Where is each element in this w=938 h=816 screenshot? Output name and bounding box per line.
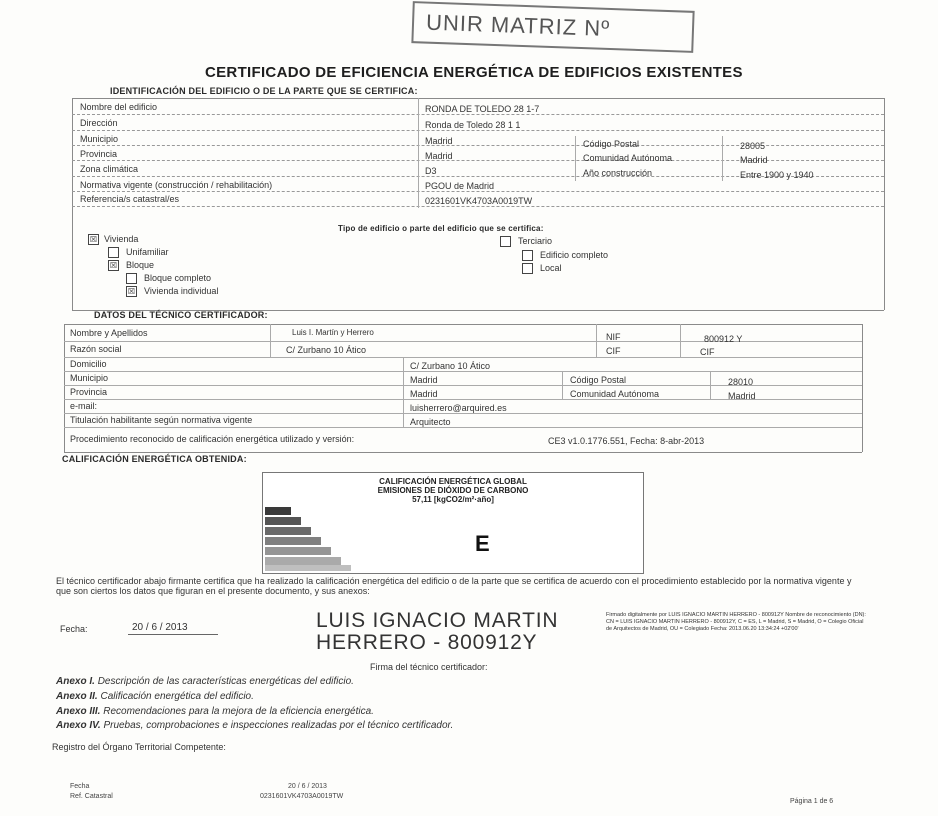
tech-label-domicilio: Domicilio — [70, 359, 107, 369]
rating-value: 57,11 [kgCO2/m²·año] — [412, 495, 494, 504]
id-label-cp: Código Postal — [583, 139, 640, 149]
edificio-completo-label: Edificio completo — [540, 250, 609, 260]
rating-bar-f — [265, 557, 341, 565]
annex-item: Anexo II. Calificación energética del edificio. — [56, 691, 254, 702]
id-label-referencia: Referencia/s catastral/es — [80, 194, 180, 204]
rating-bar-a — [265, 507, 291, 515]
id-value-ca: Madrid — [740, 155, 768, 165]
id-label-provincia: Provincia — [80, 149, 118, 159]
vivienda-individual-checkbox[interactable]: ☒ — [127, 287, 136, 296]
signature-caption: Firma del técnico certificador: — [370, 662, 488, 672]
signature-name-line1: LUIS IGNACIO MARTIN — [316, 609, 559, 632]
footer-ref-label: Ref. Catastral — [70, 793, 113, 800]
unifamiliar-checkbox[interactable] — [108, 247, 119, 258]
tech-label-titulacion: Titulación habilitante según normativa vigente — [70, 415, 253, 425]
unifamiliar-label: Unifamiliar — [126, 247, 169, 257]
fecha-label: Fecha: — [60, 624, 88, 634]
bloque-checkbox[interactable]: ☒ — [109, 261, 118, 270]
id-label-nombre: Nombre del edificio — [80, 102, 158, 112]
fecha-value: 20 / 6 / 2013 — [132, 622, 188, 633]
rating-bar-g — [265, 565, 351, 571]
stamp-box — [411, 1, 694, 53]
footer-fecha-label: Fecha — [70, 783, 90, 790]
footer-page-number: Página 1 de 6 — [790, 798, 834, 805]
rating-bar-e — [265, 547, 331, 555]
tech-value-razon: C/ Zurbano 10 Ático — [286, 345, 367, 355]
local-label: Local — [540, 263, 562, 273]
annex-item: Anexo I. Descripción de las características energéticas del edificio. — [56, 676, 354, 687]
rating-bar-b — [265, 517, 301, 525]
tech-value-municipio: Madrid — [410, 375, 438, 385]
tech-value-titulacion: Arquitecto — [410, 417, 451, 427]
footer-ref-value: 0231601VK4703A0019TW — [260, 793, 344, 800]
id-label-normativa: Normativa vigente (construcción / rehabilitación) — [80, 180, 273, 190]
rating-title-1: CALIFICACIÓN ENERGÉTICA GLOBAL — [379, 477, 527, 486]
bloque-completo-label: Bloque completo — [144, 273, 212, 283]
tech-value-procedure: CE3 v1.0.1776.551, Fecha: 8-abr-2013 — [548, 436, 705, 446]
tech-value-nif: 800912 Y — [704, 334, 743, 344]
id-label-direccion: Dirección — [80, 118, 118, 128]
id-label-anio: Año construcción — [583, 168, 653, 178]
id-value-municipio: Madrid — [425, 136, 453, 146]
technician-heading: DATOS DEL TÉCNICO CERTIFICADOR: — [94, 310, 268, 320]
tech-label-email: e-mail: — [70, 401, 98, 411]
building-type-heading: Tipo de edificio o parte del edificio que se certifica: — [338, 224, 544, 233]
id-value-cp: 28005 — [740, 141, 766, 151]
id-value-referencia: 0231601VK4703A0019TW — [425, 196, 533, 206]
id-value-direccion: Ronda de Toledo 28 1 1 — [425, 120, 521, 130]
tech-label-razon: Razón social — [70, 344, 122, 354]
terciario-checkbox[interactable] — [500, 236, 511, 247]
tech-value-name: Luis I. Martín y Herrero — [292, 328, 374, 337]
edificio-completo-checkbox[interactable] — [522, 250, 533, 261]
digital-signature-text: Firmado digitalmente por LUIS IGNACIO MARTIN HERRERO - 800912Y Nombre de reconocimiento (DN): CN = LUIS IGNACIO MARTIN HERRERO - 800912Y, C = ES, L = Madrid, S = Madrid, O = Colegio Oficial de Arquitectos de Madrid, OU = Colegiado Fecha: 2013.06.20 13:34:24 +02'00' — [606, 612, 866, 632]
rating-bar-c — [265, 527, 311, 535]
tech-label-provincia: Provincia — [70, 387, 108, 397]
bloque-label: Bloque — [126, 260, 155, 270]
document-title: CERTIFICADO DE EFICIENCIA ENERGÉTICA DE EDIFICIOS EXISTENTES — [205, 64, 743, 81]
rating-title-2: EMISIONES DE DIÓXIDO DE CARBONO — [377, 486, 529, 495]
tech-value-ca: Madrid — [728, 391, 756, 401]
tech-value-cif: CIF — [700, 347, 715, 357]
rating-bar-d — [265, 537, 321, 545]
vivienda-checkbox[interactable]: ☒ — [89, 235, 98, 244]
tech-value-cp: 28010 — [728, 377, 754, 387]
tech-label-municipio: Municipio — [70, 373, 109, 383]
id-label-municipio: Municipio — [80, 134, 119, 144]
id-label-ca: Comunidad Autónoma — [583, 153, 673, 163]
id-value-zona: D3 — [425, 166, 437, 176]
tech-label-name: Nombre y Apellidos — [70, 328, 148, 338]
declaration-text: El técnico certificador abajo firmante certifica que ha realizado la calificación energética del edificio o de la parte que se certifica de acuerdo con el procedimiento establecido por la normativa vigente y que son ciertos los datos que figuran en el presente documento, y sus anexos: — [56, 576, 852, 596]
footer-fecha-value: 20 / 6 / 2013 — [288, 783, 327, 790]
tech-value-domicilio: C/ Zurbano 10 Ático — [410, 361, 491, 371]
rating-grade: E — [475, 531, 490, 556]
tech-value-provincia: Madrid — [410, 389, 438, 399]
identification-heading: IDENTIFICACIÓN DEL EDIFICIO O DE LA PARTE QUE SE CERTIFICA: — [110, 86, 418, 96]
tech-label-cif: CIF — [606, 346, 621, 356]
tech-label-nif: NIF — [606, 332, 621, 342]
id-value-provincia: Madrid — [425, 151, 453, 161]
vivienda-label: Vivienda — [104, 234, 139, 244]
bloque-completo-checkbox[interactable] — [126, 273, 137, 284]
stamp-text: UNIR MATRIZ Nº — [425, 9, 611, 41]
tech-label-cp: Código Postal — [570, 375, 627, 385]
local-checkbox[interactable] — [522, 263, 533, 274]
annex-item: Anexo III. Recomendaciones para la mejora de la eficiencia energética. — [56, 706, 374, 717]
id-value-normativa: PGOU de Madrid — [425, 181, 495, 191]
signature-name-line2: HERRERO - 800912Y — [316, 631, 538, 654]
id-label-zona: Zona climática — [80, 164, 139, 174]
id-value-anio: Entre 1900 y 1940 — [740, 170, 814, 180]
annex-item: Anexo IV. Pruebas, comprobaciones e inspecciones realizadas por el técnico certificador. — [56, 720, 454, 731]
id-value-nombre: RONDA DE TOLEDO 28 1-7 — [425, 104, 540, 114]
vivienda-individual-label: Vivienda individual — [144, 286, 219, 296]
rating-heading: CALIFICACIÓN ENERGÉTICA OBTENIDA: — [62, 454, 247, 464]
terciario-label: Terciario — [518, 236, 553, 246]
rating-box — [262, 472, 644, 574]
tech-value-email: luisherrero@arquired.es — [410, 403, 507, 413]
tech-label-procedure: Procedimiento reconocido de calificación energética utilizado y versión: — [70, 434, 355, 444]
tech-label-ca: Comunidad Autónoma — [570, 389, 660, 399]
registry-label: Registro del Órgano Territorial Competente: — [52, 742, 226, 752]
